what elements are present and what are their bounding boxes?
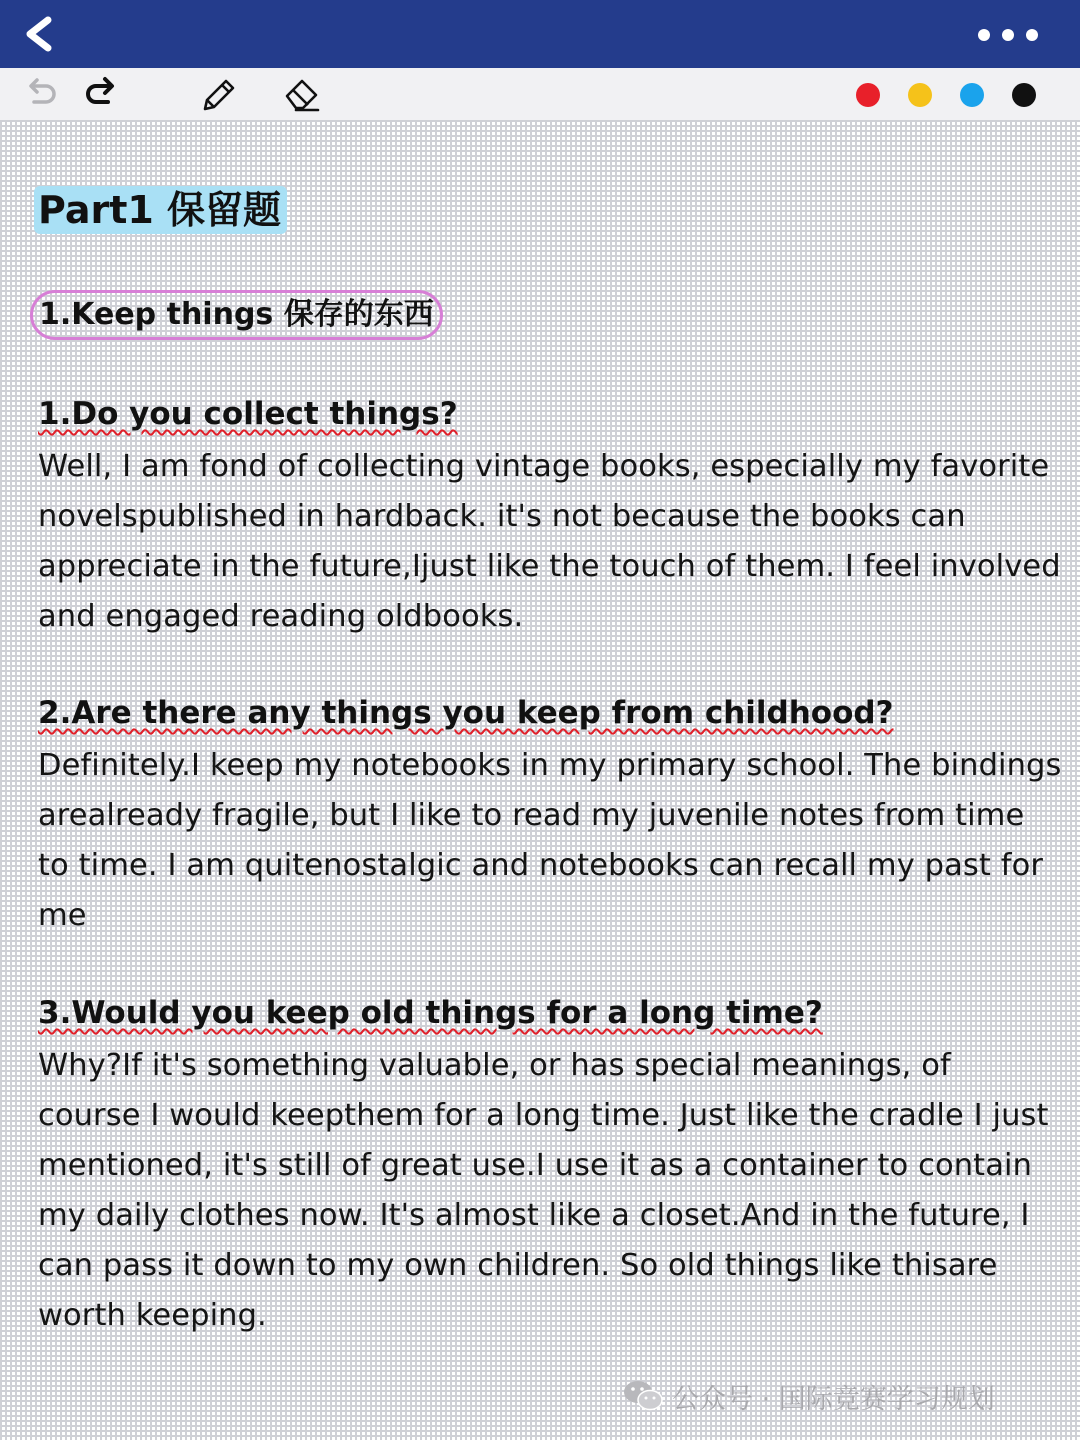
qa-block: [38, 392, 1062, 642]
part-title: Part1 保留题: [34, 186, 287, 234]
eraser-icon: [282, 74, 322, 114]
color-blue-swatch[interactable]: [960, 83, 984, 107]
app-header: [0, 0, 1080, 68]
undo-button[interactable]: [22, 74, 62, 114]
color-yellow-swatch[interactable]: [908, 83, 932, 107]
more-horizontal-icon: [976, 20, 1040, 50]
chevron-left-icon: [18, 12, 62, 56]
drawing-toolbar: [0, 68, 1080, 120]
pencil-icon: [198, 74, 238, 114]
answer-text: Well, I am fond of collecting vintage books, especially my favorite novelspublished in hardback. it's not because the books can appreciate in the future,Ijust like the touch of them. I feel involved and engaged reading oldbooks.: [38, 449, 1061, 634]
color-black-swatch[interactable]: [1012, 83, 1036, 107]
back-button[interactable]: [18, 12, 62, 56]
pencil-tool-button[interactable]: [198, 74, 238, 114]
answer-text: Why?If it's something valuable, or has special meanings, of course I would keepthem for a long time. Just like the cradle I just mentioned, it's still of great use.I use it as a container to contain my daily clothes now. It's almost like a closet.And in the future, I can pass it down to my own children. So old things like thisare worth keeping.: [38, 1048, 1049, 1333]
topic-title: 1.Keep things 保存的东西: [30, 290, 443, 340]
redo-icon: [80, 74, 120, 114]
redo-button[interactable]: [80, 74, 120, 114]
question-text: 1.Do you collect things?: [38, 396, 458, 432]
answer-text: Definitely.I keep my notebooks in my primary school. The bindings arealready fragile, but I like to read my juvenile notes from time to time. I am quitenostalgic and notebooks can recall my past for me: [38, 748, 1062, 933]
undo-icon: [22, 74, 62, 114]
question-text: 3.Would you keep old things for a long time?: [38, 995, 823, 1031]
more-button[interactable]: [976, 20, 1040, 50]
watermark: [622, 1374, 995, 1418]
wechat-icon: [622, 1378, 664, 1414]
qa-block: [38, 991, 1062, 1341]
watermark-text: 公众号 · 国际竞赛学习规划: [672, 1383, 995, 1415]
color-red-swatch[interactable]: [856, 83, 880, 107]
qa-block: [38, 691, 1062, 941]
eraser-tool-button[interactable]: [282, 74, 322, 114]
question-text: 2.Are there any things you keep from childhood?: [38, 695, 894, 731]
